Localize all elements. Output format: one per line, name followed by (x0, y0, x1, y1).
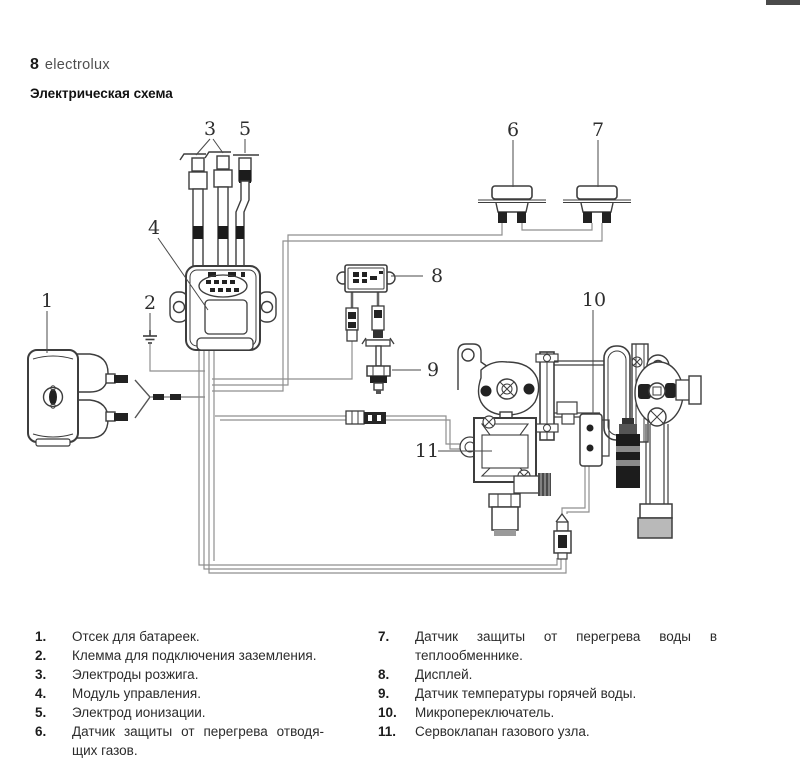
callout-4: 4 (147, 217, 161, 239)
callout-6: 6 (506, 119, 520, 141)
legend-item-text: Электрод ионизации. (72, 705, 206, 720)
legend-item-text: Сервоклапан газового узла. (415, 724, 590, 739)
callout-10: 10 (581, 289, 607, 311)
legend-item-4 (35, 684, 350, 703)
page-number: 8 (30, 56, 39, 73)
callout-9: 9 (427, 359, 440, 381)
brand-wordmark: electrolux (44, 57, 110, 73)
legend-item-10 (378, 703, 728, 722)
legend-item-number: 8. (378, 667, 390, 682)
callout-5: 5 (238, 118, 252, 140)
wiring-diagram-svg (0, 108, 800, 613)
harness-connector (554, 514, 571, 559)
legend-item-8 (378, 665, 728, 684)
flue-overheat-sensor (478, 186, 546, 223)
legend-item-number: 5. (35, 705, 47, 720)
ionization-electrode (233, 155, 259, 266)
legend-item-text: Микропереключатель. (415, 705, 555, 720)
inline-connector (346, 411, 386, 424)
callout-11: 11 (414, 440, 440, 462)
battery-compartment (28, 350, 128, 446)
wiring-diagram (0, 108, 800, 613)
legend-item-7 (378, 627, 728, 665)
legend-item-number: 9. (378, 686, 390, 701)
legend-item-number: 10. (378, 705, 397, 720)
legend-item-5 (35, 703, 350, 722)
section-title: Электрическая схема (30, 86, 173, 101)
legend-item-2 (35, 646, 350, 665)
hot-water-temp-sensor (362, 306, 394, 394)
legend-item-text: Клемма для подключения заземления. (72, 648, 317, 663)
legend-item-number: 7. (378, 629, 390, 644)
ground-symbol (143, 330, 157, 343)
legend-item-9 (378, 684, 728, 703)
servo-valve (460, 416, 551, 536)
legend-item-number: 4. (35, 686, 47, 701)
water-overheat-sensor (563, 186, 631, 223)
legend-column-right (378, 627, 728, 741)
legend-item-text: Датчик защиты от перегрева отводящих газов. (72, 724, 324, 758)
callout-7: 7 (591, 119, 605, 141)
legend-item-number: 11. (378, 724, 397, 739)
legend-column-left (35, 627, 350, 760)
battery-wires (135, 380, 205, 418)
legend-item-text: Электроды розжига. (72, 667, 199, 682)
legend-item-text: Отсек для батареек. (72, 629, 200, 644)
legend-item-text: Дисплей. (415, 667, 473, 682)
display-unit (337, 265, 395, 341)
legend-item-6 (35, 722, 350, 760)
legend-item-text: Модуль управления. (72, 686, 201, 701)
legend-item-1 (35, 627, 350, 646)
callout-1: 1 (40, 290, 54, 312)
callout-3: 3 (203, 118, 217, 140)
page-corner-tab (766, 0, 800, 5)
legend-item-number: 3. (35, 667, 47, 682)
callout-2: 2 (143, 292, 157, 314)
legend-item-text: Датчик температуры горячей воды. (415, 686, 637, 701)
legend-item-number: 6. (35, 724, 47, 739)
legend-item-text: Датчик защиты от перегрева воды в теплообменнике. (415, 629, 717, 663)
page-header (30, 56, 110, 74)
legend-item-number: 2. (35, 648, 47, 663)
legend-item-11 (378, 722, 728, 741)
callout-8: 8 (431, 265, 444, 287)
legend-item-number: 1. (35, 629, 47, 644)
ignition-electrodes (180, 152, 232, 266)
legend-item-3 (35, 665, 350, 684)
